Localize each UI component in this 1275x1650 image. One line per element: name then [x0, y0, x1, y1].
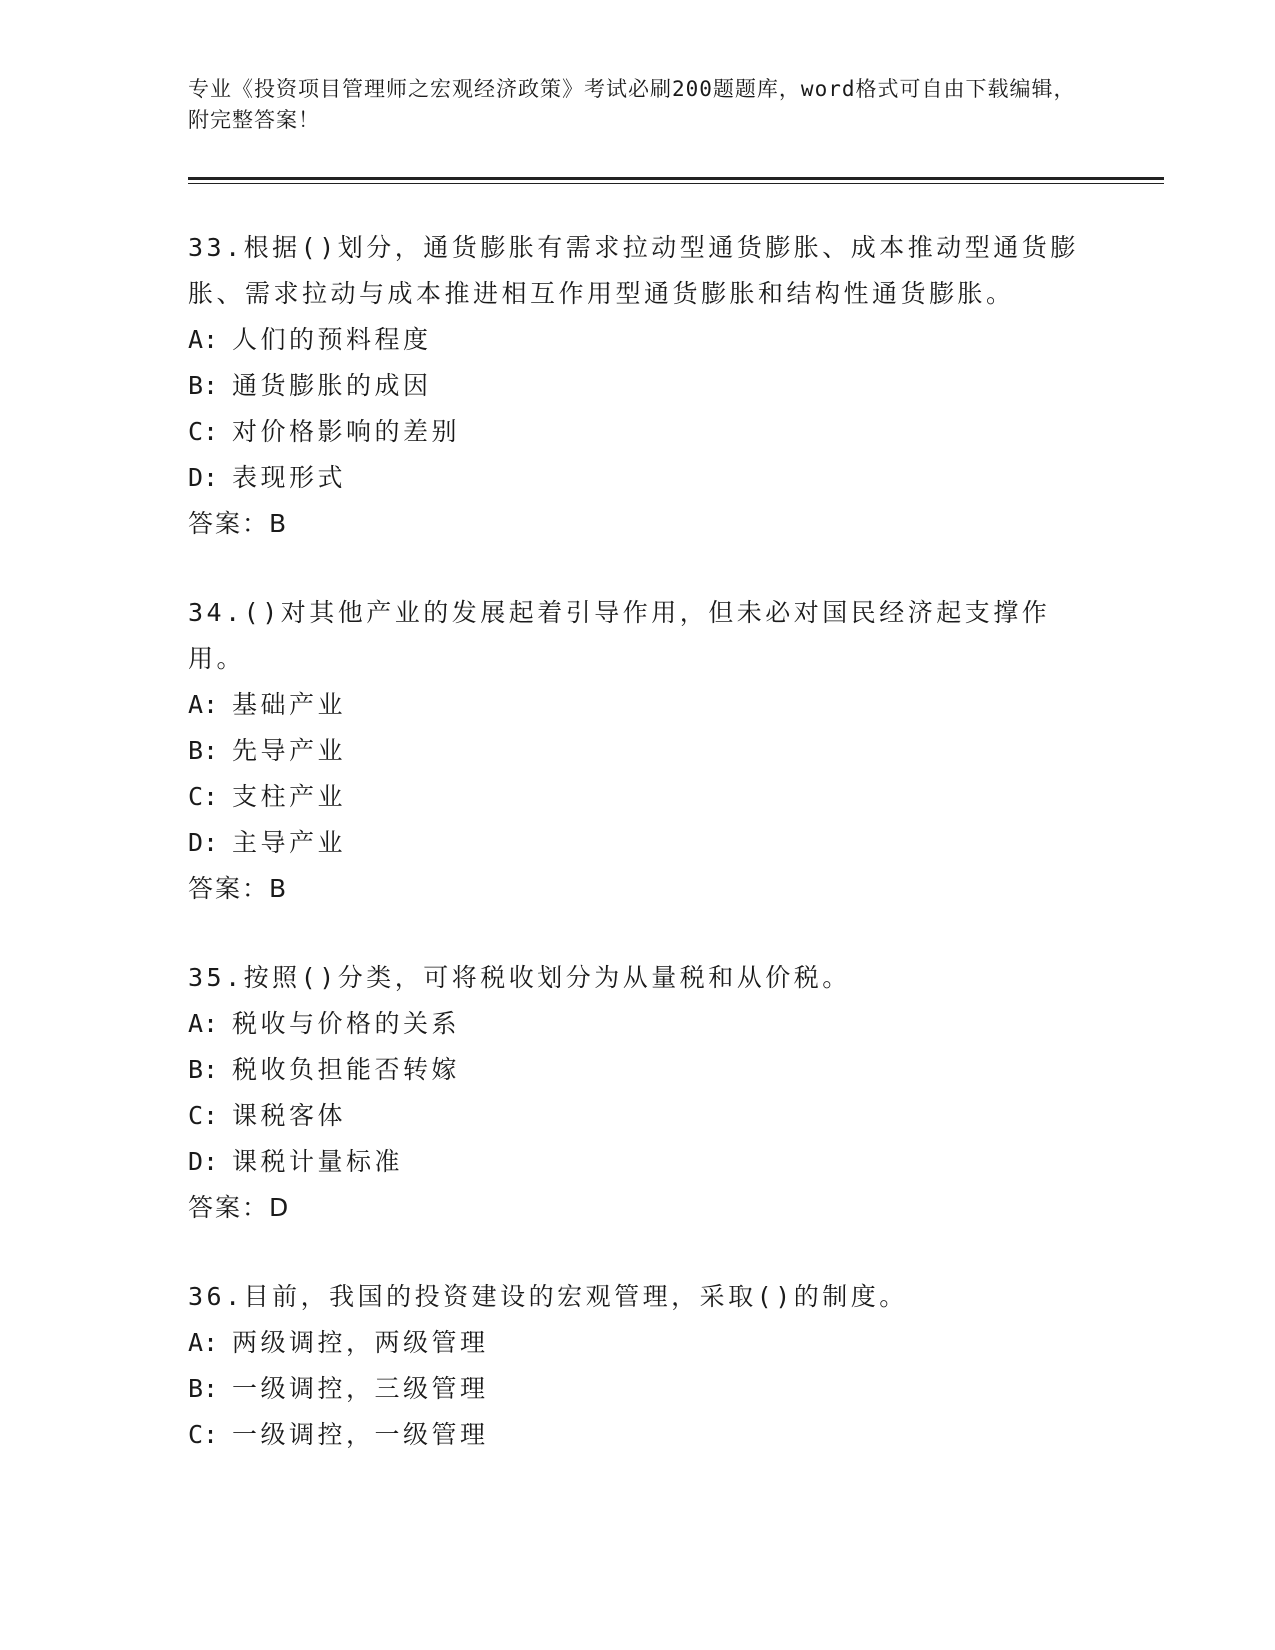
option-d [188, 820, 1088, 866]
option-letter: B: [188, 371, 219, 400]
option-a [188, 317, 1088, 363]
option-c [188, 774, 1088, 820]
option-letter: C: [188, 417, 219, 446]
question-stem: 35.按照()分类，可将税收划分为从量税和从价税。 [188, 963, 851, 992]
option-a [188, 1001, 1088, 1047]
question-33 [188, 225, 1088, 547]
option-b [188, 1047, 1088, 1093]
option-a [188, 682, 1088, 728]
option-text: 两级调控，两级管理 [232, 1328, 489, 1357]
option-text: 主导产业 [232, 828, 347, 857]
option-c [188, 1412, 1088, 1458]
option-d [188, 455, 1088, 501]
option-letter: A: [188, 690, 219, 719]
option-letter: A: [188, 1328, 219, 1357]
answer-line: 答案：D [188, 1193, 291, 1222]
answer-line: 答案：B [188, 874, 289, 903]
question-35 [188, 955, 1088, 1231]
option-b [188, 1366, 1088, 1412]
option-text: 表现形式 [232, 463, 347, 492]
option-b [188, 728, 1088, 774]
option-a [188, 1320, 1088, 1366]
header-rule-thick [188, 177, 1164, 180]
option-d [188, 1139, 1088, 1185]
option-c [188, 1093, 1088, 1139]
option-text: 对价格影响的差别 [232, 417, 461, 446]
option-letter: C: [188, 782, 219, 811]
question-stem: 33.根据()划分，通货膨胀有需求拉动型通货膨胀、成本推动型通货膨胀、需求拉动与成本推进相互作用型通货膨胀和结构性通货膨胀。 [188, 233, 1079, 308]
option-letter: D: [188, 828, 219, 857]
option-letter: A: [188, 325, 219, 354]
option-text: 税收负担能否转嫁 [232, 1055, 461, 1084]
option-letter: B: [188, 1374, 219, 1403]
option-text: 一级调控，一级管理 [232, 1420, 489, 1449]
option-text: 人们的预料程度 [232, 325, 432, 354]
option-letter: B: [188, 736, 219, 765]
header-rule-thin [188, 183, 1164, 184]
option-letter: D: [188, 1147, 219, 1176]
option-text: 一级调控，三级管理 [232, 1374, 489, 1403]
question-stem: 36.目前，我国的投资建设的宏观管理，采取()的制度。 [188, 1282, 908, 1311]
option-text: 支柱产业 [232, 782, 347, 811]
option-text: 基础产业 [232, 690, 347, 719]
question-34 [188, 590, 1088, 912]
option-text: 课税计量标准 [232, 1147, 404, 1176]
option-letter: B: [188, 1055, 219, 1084]
option-b [188, 363, 1088, 409]
option-letter: C: [188, 1420, 219, 1449]
option-letter: C: [188, 1101, 219, 1130]
option-letter: A: [188, 1009, 219, 1038]
question-stem: 34.()对其他产业的发展起着引导作用，但未必对国民经济起支撑作用。 [188, 598, 1051, 673]
document-header: 专业《投资项目管理师之宏观经济政策》考试必刷200题题库，word格式可自由下载编辑，附完整答案！ [188, 77, 1076, 132]
question-36 [188, 1274, 1088, 1458]
option-letter: D: [188, 463, 219, 492]
option-text: 课税客体 [232, 1101, 347, 1130]
answer-line: 答案：B [188, 509, 289, 538]
option-text: 先导产业 [232, 736, 347, 765]
option-text: 税收与价格的关系 [232, 1009, 461, 1038]
option-c [188, 409, 1088, 455]
option-text: 通货膨胀的成因 [232, 371, 432, 400]
